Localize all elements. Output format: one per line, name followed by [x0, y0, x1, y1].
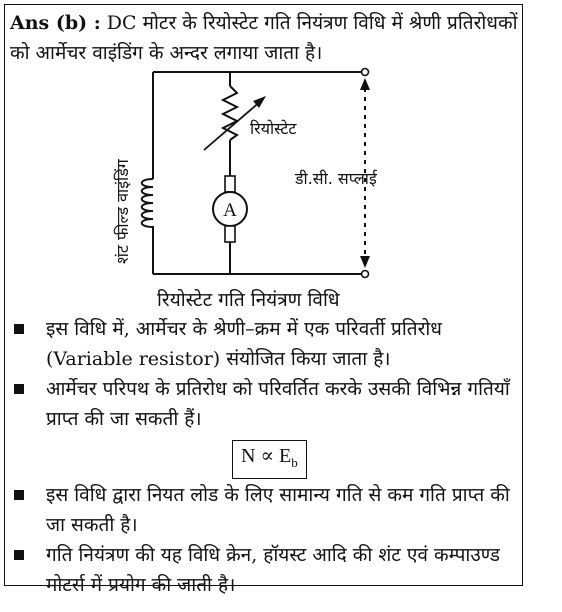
bullet-text: आर्मेचर परिपथ के प्रतिरोध को परिवर्तित करके उसकी विभिन्न गतियाँ प्राप्त की जा सकती हैं। — [46, 378, 510, 430]
formula-row — [12, 434, 520, 480]
shunt-field-coil — [142, 179, 153, 234]
answer-statement: DC मोटर के रियोस्टेट गति नियंत्रण विधि में श्रेणी प्रतिरोधकों को आर्मेचर वाइंडिंग के अन्दर लगाया जाता है। — [10, 12, 518, 64]
armature-symbol: A — [223, 200, 237, 221]
diagram-caption: रियोस्टेट गति नियंत्रण विधि — [157, 289, 340, 311]
formula-main: N ∝ E — [241, 445, 292, 467]
bullet-square-icon — [14, 490, 24, 500]
answer-label: Ans (b) : — [10, 12, 101, 34]
circuit-diagram — [100, 64, 400, 289]
supply-label: डी.सी. सप्लाई — [295, 169, 377, 188]
brush-bottom — [225, 226, 235, 242]
bullet-text: गति नियंत्रण की यह विधि क्रेन, हॉयस्ट आदि की शंट एवं कम्पाउण्ड मोटर्स में प्रयोग की जाती है। — [46, 544, 500, 596]
supply-terminal-top — [362, 69, 369, 76]
bullet-list — [12, 314, 520, 600]
bullet-text: इस विधि द्वारा नियत लोड के लिए सामान्य गति से कम गति प्राप्त की जा सकती है। — [46, 484, 510, 536]
bullet-item — [12, 314, 520, 374]
supply-arrow-down — [360, 256, 370, 268]
bullet-text: इस विधि में, आर्मेचर के श्रेणी–क्रम में एक परिवर्ती प्रतिरोध (Variable resistor) संयोजित किया जाता है। — [46, 318, 442, 370]
formula-box — [232, 440, 307, 479]
supply-arrow-up — [360, 78, 370, 90]
rheostat-label: रियोस्टेट — [250, 119, 297, 138]
bullet-item — [12, 480, 520, 540]
winding-label: शंट फील्ड वाइंडिंग — [113, 159, 132, 264]
bullet-square-icon — [14, 550, 24, 560]
supply-terminal-bottom — [362, 271, 369, 278]
answer-header — [10, 8, 520, 68]
formula-subscript: b — [291, 455, 298, 470]
bullet-square-icon — [14, 384, 24, 394]
bullet-item — [12, 540, 520, 600]
bullet-item — [12, 374, 520, 434]
brush-top — [225, 176, 235, 192]
bullet-square-icon — [14, 324, 24, 334]
